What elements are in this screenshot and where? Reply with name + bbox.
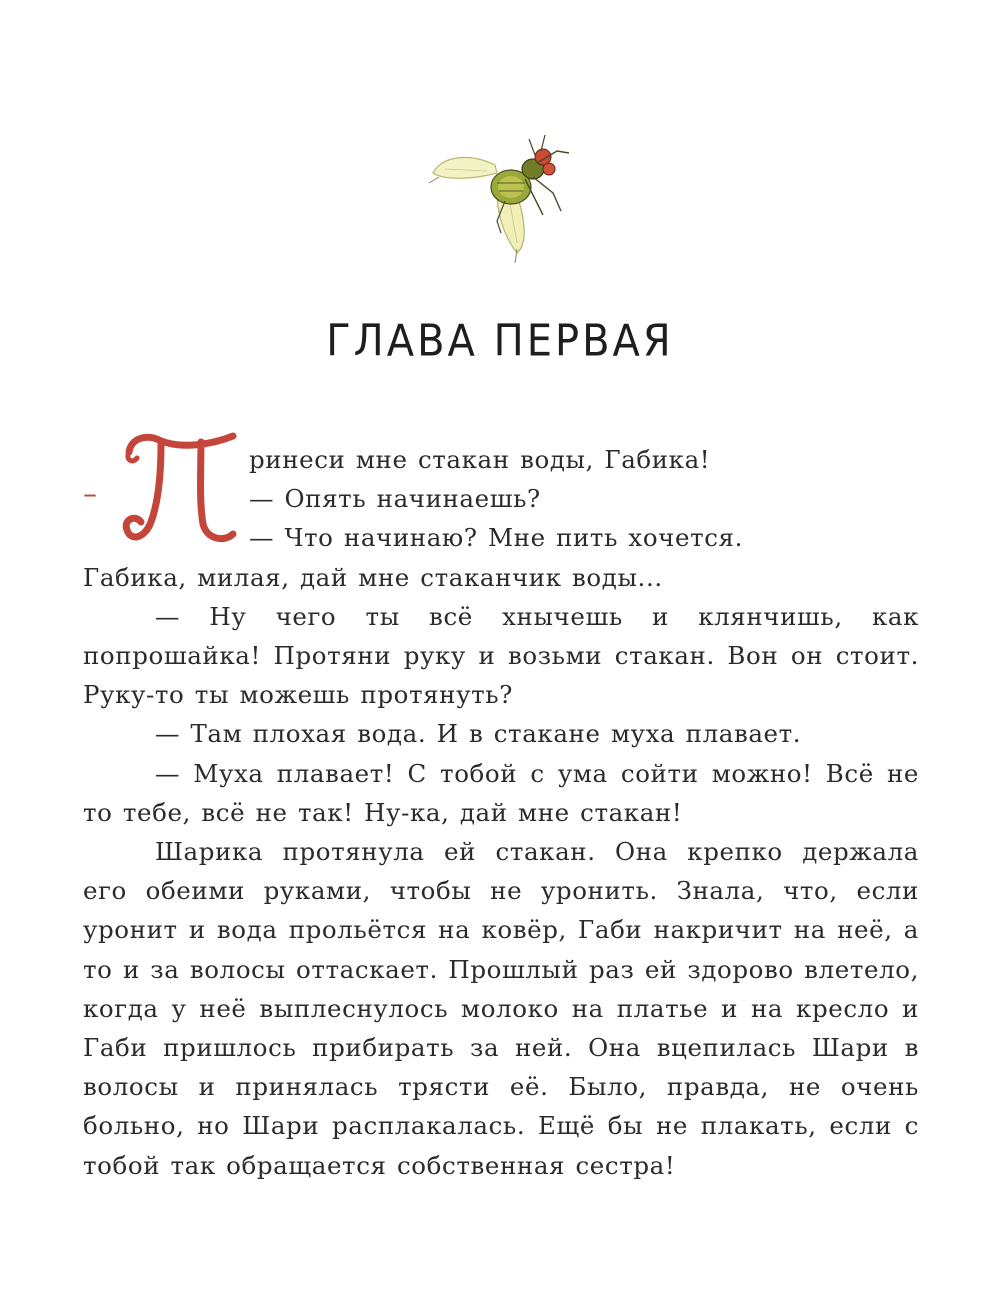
paragraph-3-line-2: Габика, милая, дай мне стаканчик воды... (83, 562, 663, 592)
paragraph-3-line-1: — Что начинаю? Мне пить хочется. (249, 523, 743, 553)
paragraph-2: — Опять начинаешь? (249, 484, 541, 514)
paragraph-1-text: ринеси мне стакан воды, Габика! (249, 445, 711, 474)
drop-cap (83, 432, 243, 550)
drop-cap-dash: – (83, 477, 98, 510)
paragraph-7: Шарика протянула ей стакан. Она крепко держала его обеими руками, чтобы не уронить. Знала, что, если уронит и вода прольётся на ковёр, Габи накричит на неё, а то и за волосы оттаскает. Прошлый раз ей здорово влетело, когда у неё выплеснулось молоко на платье и на кресло и Габи пришлось прибирать за ней. Она вцепилась Шари в волосы и принялась трясти её. Было, правда, не очень больно, но Шари расплакалась. Ещё бы не плакать, если с тобой так обращается собственная сестра! (83, 837, 919, 1180)
paragraph-4: — Ну чего ты всё хнычешь и клянчишь, как попрошайка! Протяни руку и возьми стакан. Вон он стоит. Руку-то ты можешь протянуть? (83, 601, 919, 710)
paragraph-5: — Там плохая вода. И в стакане муха плавает. (155, 719, 802, 749)
body-text (83, 440, 919, 1185)
paragraph-6: — Муха плавает! С тобой с ума сойти можно! Всё не то тебе, всё не так! Ну-ка, дай мне стакан! (83, 758, 919, 827)
fly-icon (425, 125, 585, 270)
drop-cap-letter-icon (121, 430, 241, 550)
chapter-title: ГЛАВА ПЕРВАЯ (326, 315, 674, 367)
